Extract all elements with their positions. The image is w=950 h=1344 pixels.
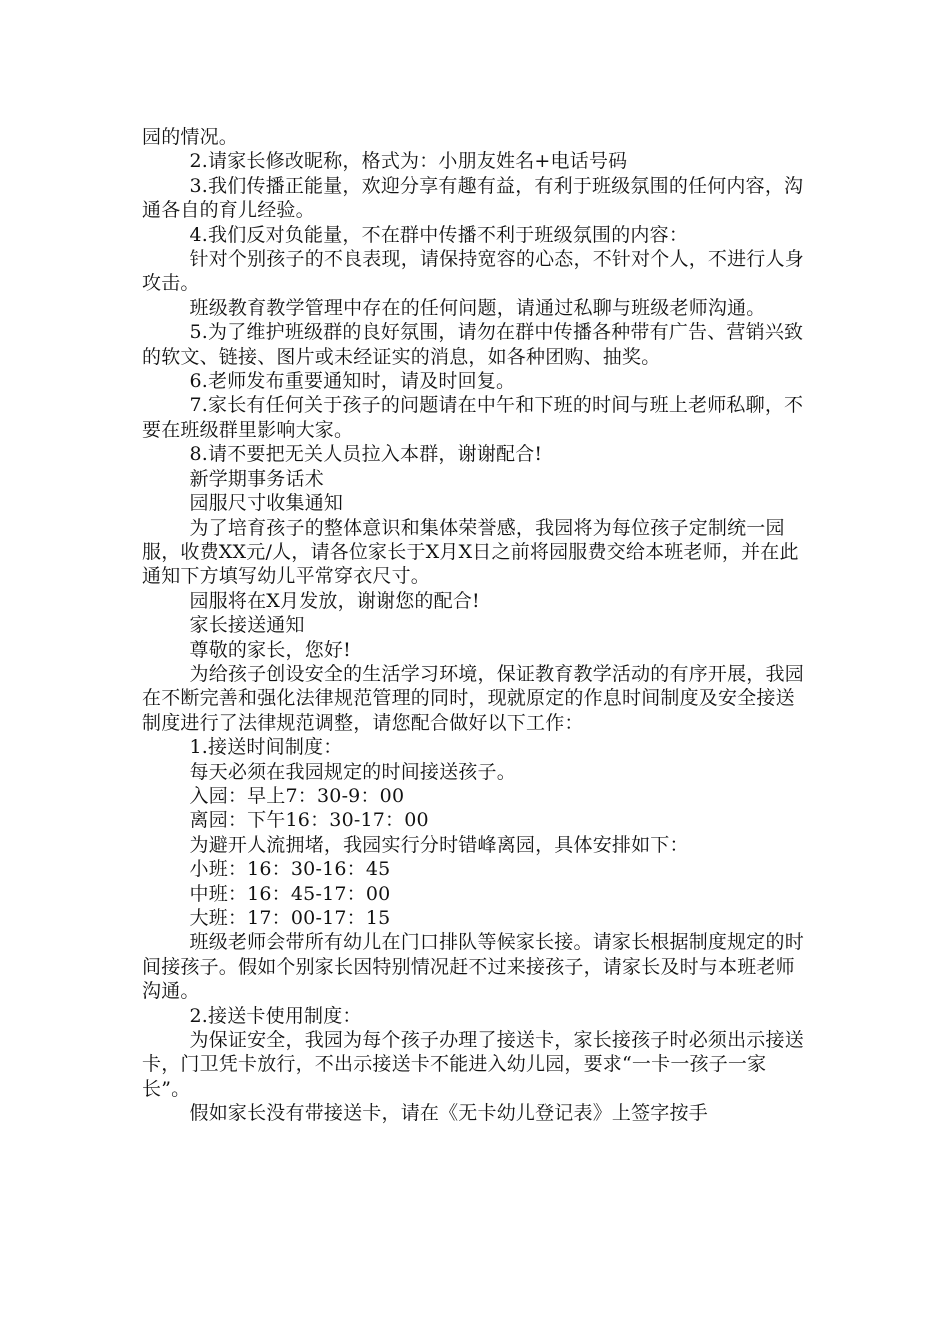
- paragraph: 新学期事务话术: [189, 467, 324, 490]
- paragraph: 为了培育孩子的整体意识和集体荣誉感，我园将为每位孩子定制统一园服，收费XX元/人，请各位家长于X月X日之前将园服费交给本班老师，并在此通知下方填写幼儿平常穿衣尺寸。: [142, 516, 799, 588]
- paragraph: 5.为了维护班级群的良好氛围，请勿在群中传播各种带有广告、营销兴致的软文、链接、图片或未经证实的消息，如各种团购、抽奖。: [142, 321, 804, 368]
- paragraph: 大班：17：00-17：15: [189, 907, 391, 929]
- paragraph: 中班：16：45-17：00: [189, 882, 391, 905]
- paragraph: 为保证安全，我园为每个孩子办理了接送卡，家长接孩子时必须出示接送卡，门卫凭卡放行，不出示接送卡不能进入幼儿园，要求“一卡一孩子一家长”。: [142, 1029, 804, 1100]
- paragraph: 班级老师会带所有幼儿在门口排队等候家长接。请家长根据制度规定的时间接孩子。假如个别家长因特别情况赶不过来接孩子，请家长及时与本班老师沟通。: [142, 931, 804, 1003]
- document-page: [142, 125, 808, 1126]
- paragraph: 2.接送卡使用制度：: [189, 1004, 362, 1027]
- paragraph: 针对个别孩子的不良表现，请保持宽容的心态，不针对个人，不进行人身攻击。: [142, 248, 804, 295]
- paragraph: 园服尺寸收集通知: [189, 492, 344, 515]
- paragraph: 每天必须在我园规定的时间接送孩子。: [189, 760, 516, 783]
- paragraph: 小班：16：30-16：45: [189, 858, 391, 881]
- paragraph: 4.我们反对负能量，不在群中传播不利于班级氛围的内容：: [189, 223, 689, 246]
- paragraph: 离园：下午16：30-17：00: [189, 809, 429, 832]
- paragraph: 8.请不要把无关人员拉入本群，谢谢配合!: [189, 443, 543, 466]
- paragraph: 为避开人流拥堵，我园实行分时错峰离园，具体安排如下：: [189, 833, 689, 856]
- paragraph: 6.老师发布重要通知时，请及时回复。: [189, 370, 516, 393]
- paragraph: 班级教育教学管理中存在的任何问题，请通过私聊与班级老师沟通。: [189, 296, 766, 319]
- paragraph: 2.请家长修改昵称，格式为：小朋友姓名+电话号码: [189, 150, 628, 173]
- paragraph: 假如家长没有带接送卡，请在《无卡幼儿登记表》上签字按手: [189, 1102, 708, 1125]
- paragraph: 入园：早上7：30-9：00: [189, 784, 405, 807]
- paragraph: 3.我们传播正能量，欢迎分享有趣有益，有利于班级氛围的任何内容，沟通各自的育儿经验。: [142, 174, 804, 222]
- paragraph: 家长接送通知: [189, 614, 305, 637]
- paragraph: 园的情况。: [142, 126, 239, 148]
- paragraph: 园服将在X月发放，谢谢您的配合!: [189, 589, 480, 612]
- paragraph: 尊敬的家长，您好!: [189, 638, 351, 661]
- paragraph: 7.家长有任何关于孩子的问题请在中午和下班的时间与班上老师私聊，不要在班级群里影响大家。: [142, 394, 804, 441]
- paragraph: 1.接送时间制度：: [189, 736, 343, 759]
- paragraph: 为给孩子创设安全的生活学习环境，保证教育教学活动的有序开展，我园在不断完善和强化法律规范管理的同时，现就原定的作息时间制度及安全接送制度进行了法律规范调整，请您配合做好以下工作：: [142, 662, 804, 734]
